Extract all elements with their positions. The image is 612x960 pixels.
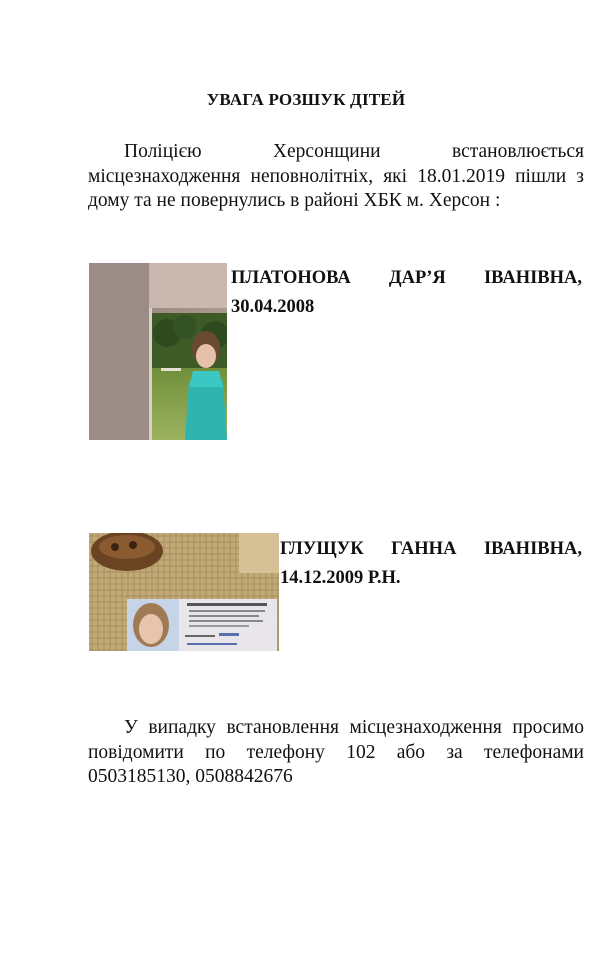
missing-child-name-2: ГЛУЩУК ГАННА ІВАНІВНА, 14.12.2009 Р.Н. xyxy=(280,539,582,588)
contact-paragraph: У випадку встановлення місцезнаходження просимо повідомити по телефону 102 або за телефонами 0503185130, 0508842676 xyxy=(88,717,584,787)
missing-child-photo-2 xyxy=(89,533,279,651)
girl-photo-icon xyxy=(89,263,227,440)
missing-child-photo-1 xyxy=(89,263,227,440)
page-title: УВАГА РОЗШУК ДІТЕЙ xyxy=(206,90,406,109)
intro-paragraph: Поліцією Херсонщини встановлюється місцезнаходження неповнолітніх, які 18.01.2019 пішли з дому та не повернулись в районі ХБК м. Херсон : xyxy=(88,141,584,211)
student-id-photo-icon xyxy=(89,533,279,651)
missing-child-name-1: ПЛАТОНОВА ДАР’Я ІВАНІВНА, 30.04.2008 xyxy=(231,268,582,317)
